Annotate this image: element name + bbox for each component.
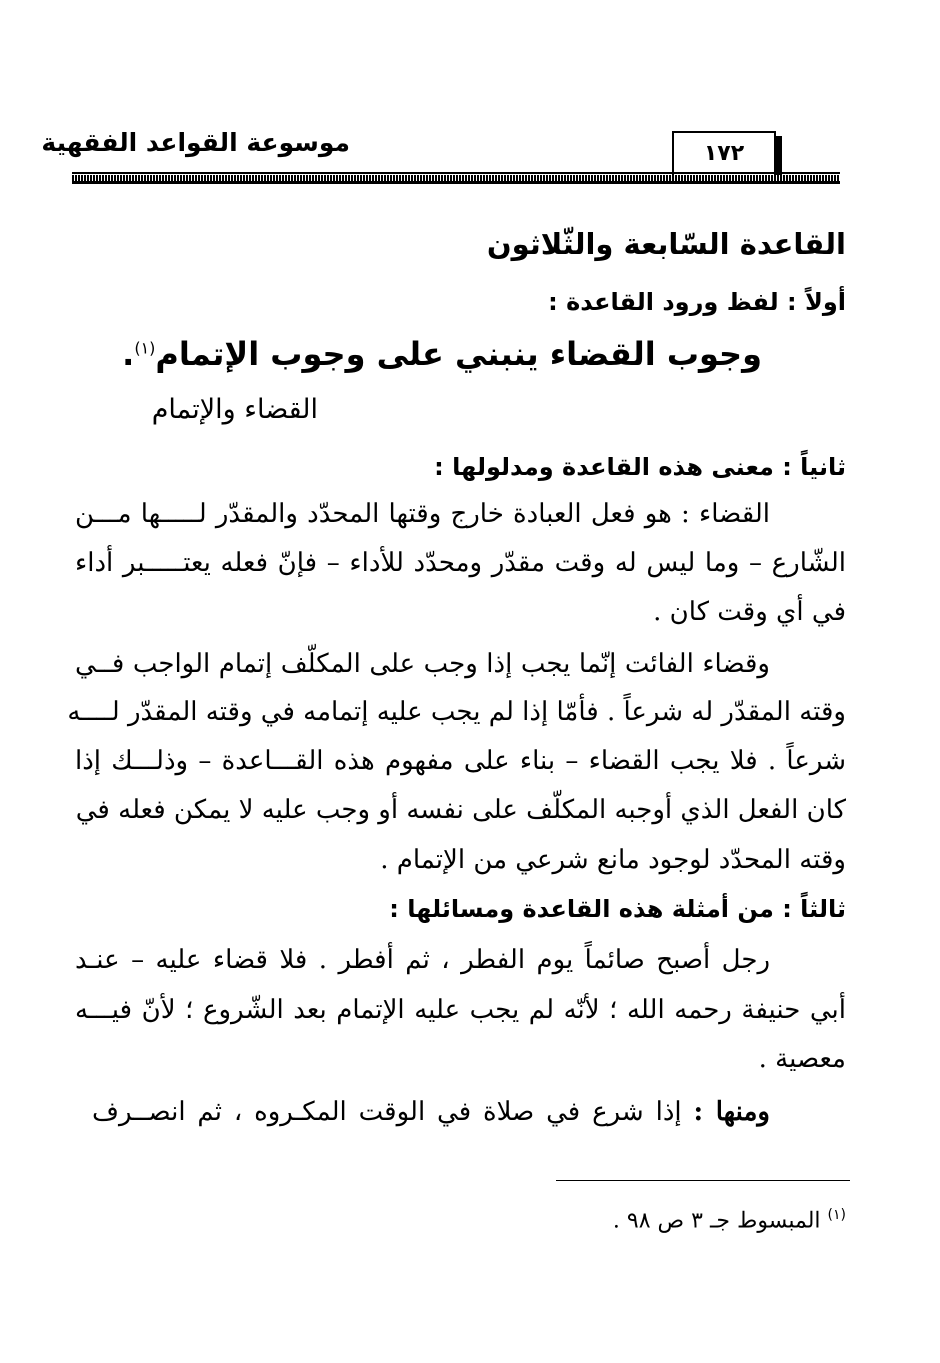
paragraph-line [92, 1099, 770, 1125]
section-heading-examples: ثالثاً : من أمثلة هذه القاعدة ومسائلها : [389, 895, 846, 923]
footnote-text: المبسوط جـ ٣ ص ٩٨ . [612, 1208, 821, 1234]
footnote-reference-mark: (١) [134, 338, 156, 358]
running-header-title: موسوعة القواعد الفقهية [41, 128, 350, 157]
paragraph-line: الشّارع – وما ليس له وقت مقدّر ومحدّد للأداء – فإنّ فعله يعتـــــبر أداء [75, 548, 846, 578]
footnote-separator [556, 1180, 850, 1181]
paragraph-line: وقته المحدّد لوجود مانع شرعي من الإتمام . [380, 845, 846, 875]
paragraph-line: شرعاً . فلا يجب القضاء – بناء على مفهوم هذه القـــاعدة – وذلـــك إذا [75, 746, 846, 776]
example-label: ومنها : [693, 1097, 770, 1127]
paragraph-line: رجل أصبح صائماً يوم الفطر ، ثم أفطر . فلا قضاء عليه – عنـد [75, 945, 770, 975]
header-rule-thick [72, 181, 840, 184]
paragraph-line: في أي وقت كان . [653, 597, 846, 627]
rule-statement-end: . [122, 335, 135, 373]
paragraph-line: أبي حنيفة رحمه الله ؛ لأنّه لم يجب عليه الإتمام بعد الشّروع ؛ لأنّ فيـــه [75, 995, 846, 1025]
section-heading-wording: أولاً : لفظ ورود القاعدة : [548, 288, 846, 316]
paragraph-line: القضاء : هو فعل العبادة خارج وقتها المحدّد والمقدّر لـــــها مـــن [75, 499, 770, 529]
footnote-mark: (١) [827, 1207, 846, 1223]
paragraph-line: معصية . [758, 1044, 846, 1074]
rule-statement [122, 335, 762, 373]
paragraph-line: وقضاء الفائت إنّما يجب إذا وجب على المكلّف إتمام الواجب فــي [75, 649, 770, 679]
paragraph-line: كان الفعل الذي أوجبه المكلّف على نفسه أو وجب عليه لا يمكن فعله في [75, 795, 846, 825]
rule-keywords: القضاء والإتمام [151, 394, 318, 425]
paragraph-line: وقته المقدّر له شرعاً . فأمّا إذا لم يجب عليه إتمامه في وقته المقدّر لــــه [67, 697, 846, 727]
footnote [613, 1208, 846, 1232]
page-number: ١٧٢ [703, 141, 745, 166]
section-heading-meaning: ثانياً : معنى هذه القاعدة ومدلولها : [434, 453, 846, 481]
example-text: إذا شرع في صلاة في الوقت المكـروه ، ثم انصــرف [92, 1097, 682, 1127]
rule-statement-text: وجوب القضاء ينبني على وجوب الإتمام [155, 335, 762, 373]
header-rule-thin [72, 172, 840, 174]
rule-title: القاعدة السّابعة والثّلاثون [486, 227, 846, 261]
